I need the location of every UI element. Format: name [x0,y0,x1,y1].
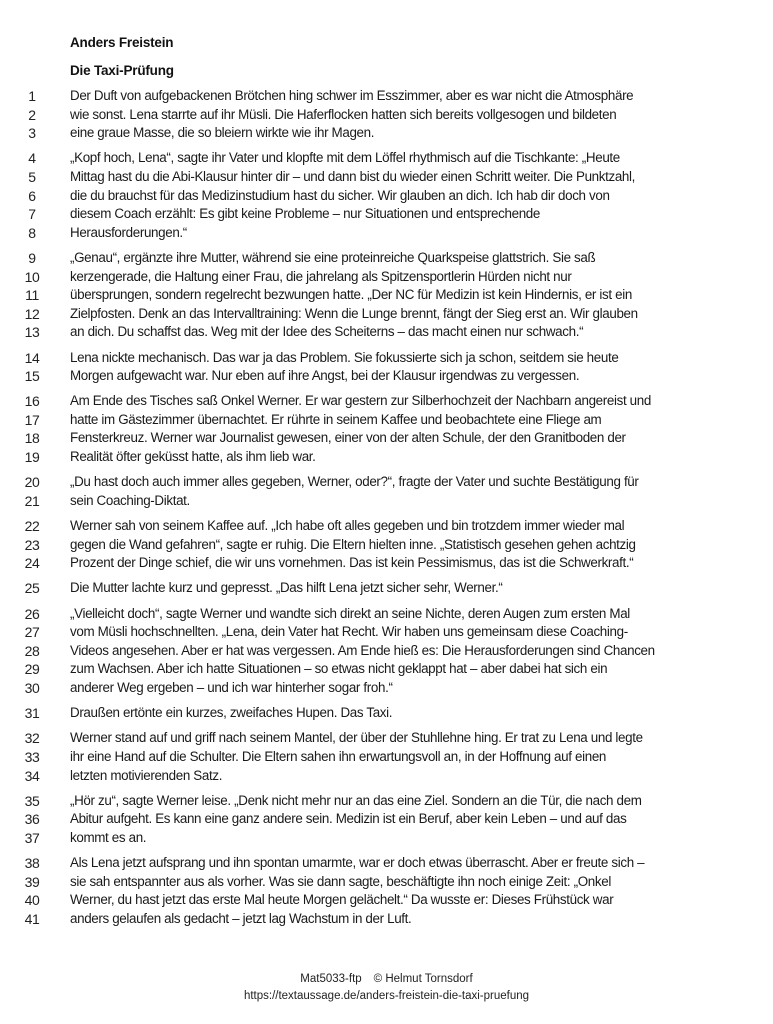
line-text: diesem Coach erzählt: Es gibt keine Probleme – nur Situationen und entsprechende [70,206,540,222]
line-text: „Kopf hoch, Lena“, sagte ihr Vater und klopfte mit dem Löffel rhythmisch auf die Tischkante: „Heute [70,150,620,166]
line-number: 27 [24,624,40,641]
text-line [0,448,773,467]
text-line [0,554,773,573]
story-title: Die Taxi-Prüfung [70,63,174,78]
paragraph [0,249,773,342]
line-text: Abitur aufgeht. Es kann eine ganz andere sein. Medizin ist ein Beruf, aber kein Leben – und auf das [70,811,627,827]
line-text: anderer Weg ergeben – und ich war hinterher sogar froh.“ [70,679,393,695]
text-line [0,829,773,848]
line-text: sein Coaching-Diktat. [70,492,190,508]
line-number: 29 [24,661,40,678]
line-number: 13 [24,324,40,341]
text-line [0,492,773,511]
line-text: „Genau“, ergänzte ihre Mutter, während sie eine proteinreiche Quarkspeise glattstrich. Sie saß [70,249,596,265]
line-number: 12 [24,305,40,322]
line-text: letzten motivierenden Satz. [70,767,223,783]
line-number: 41 [24,910,40,927]
material-code: Mat5033-ftp [300,973,362,985]
text-line [0,249,773,268]
text-line [0,679,773,698]
footer-url[interactable]: https://textaussage.de/anders-freistein-die-taxi-pruefung [243,990,530,1002]
line-number: 8 [28,224,36,241]
line-text: Fensterkreuz. Werner war Journalist gewesen, einer von der alten Schule, der den Granitboden der [70,430,626,446]
text-line [0,517,773,536]
text-line [0,729,773,748]
paragraph [0,729,773,785]
line-number: 5 [28,168,36,185]
paragraph [0,87,773,143]
line-number: 32 [24,730,40,747]
paragraph [0,349,773,386]
text-line [0,642,773,661]
line-text: ihr eine Hand auf die Schulter. Die Eltern sahen ihn erwartungsvoll an, in der Hoffnung auf einen [70,748,607,764]
line-text: Videos angesehen. Aber er hat was vergessen. Am Ende hieß es: Die Herausforderungen sind Chancen [70,642,655,658]
line-number: 3 [28,125,36,142]
line-text: Mittag hast du die Abi-Klausur hinter dir – und dann bist du wieder einen Schritt weiter. Die Punktzahl, [70,168,636,184]
text-line [0,268,773,287]
line-text: an dich. Du schaffst das. Weg mit der Idee des Scheiterns – das macht einen nur schwach.“ [70,324,584,340]
text-line [0,149,773,168]
line-number: 40 [24,892,40,909]
text-line [0,87,773,106]
line-text: Zielpfosten. Denk an das Intervalltraining: Wenn die Lunge brennt, fängt der Sieg erst an. Wir glauben [70,305,638,321]
line-number: 36 [24,811,40,828]
line-text: Werner, du hast jetzt das erste Mal heute Morgen gelächelt.“ Da wusste er: Dieses Frühstück war [70,892,614,908]
line-number: 21 [24,492,40,509]
line-number: 24 [24,555,40,572]
footer-credit [0,973,773,985]
paragraph [0,579,773,598]
line-text: die du brauchst für das Medizinstudium hast du sicher. Wir glauben an dich. Ich hab dir doch von [70,187,610,203]
text-line [0,536,773,555]
line-text: Morgen aufgewacht war. Nur eben auf ihre Angst, bei der Klausur irgendwas zu vergessen. [70,368,580,384]
line-number: 1 [28,88,36,104]
text-line [0,792,773,811]
text-line [0,429,773,448]
text-line [0,810,773,829]
text-line [0,748,773,767]
line-text: „Hör zu“, sagte Werner leise. „Denk nicht mehr nur an das eine Ziel. Sondern an die Tür, die nach dem [70,792,642,808]
line-number: 38 [24,855,40,872]
line-number: 9 [28,249,36,266]
line-number: 19 [24,449,40,466]
text-line [0,187,773,206]
line-text: Am Ende des Tisches saß Onkel Werner. Er war gestern zur Silberhochzeit der Nachbarn angereist und [70,393,651,409]
text-line [0,873,773,892]
paragraph [0,149,773,242]
line-number: 18 [24,430,40,447]
line-text: Lena nickte mechanisch. Das war ja das Problem. Sie fokussierte sich ja schon, seitdem sie heute [70,349,619,365]
paragraph [0,473,773,510]
text-line [0,854,773,873]
text-line [0,224,773,243]
line-text: Als Lena jetzt aufsprang und ihn spontan umarmte, war er doch etwas überrascht. Aber er freute sich – [70,855,645,871]
copyright-notice: © Helmut Tornsdorf [373,973,473,985]
text-line [0,124,773,143]
line-number: 30 [24,679,40,696]
author-name: Anders Freistein [70,35,174,50]
line-number: 31 [24,705,40,722]
line-number: 11 [25,287,39,304]
text-line [0,605,773,624]
paragraph [0,792,773,848]
text-line [0,305,773,324]
line-number: 34 [24,767,40,784]
line-number: 17 [24,411,40,428]
line-text: Realität öfter geküsst hatte, als ihm lieb war. [70,449,316,465]
paragraph [0,704,773,723]
line-text: gegen die Wand gefahren“, sagte er ruhig. Die Eltern hielten inne. „Statistisch gesehen gehen achtzig [70,536,636,552]
line-number: 26 [24,605,40,622]
text-line [0,205,773,224]
paragraph [0,517,773,573]
text-line [0,286,773,305]
line-text: eine graue Masse, die so bleiern wirkte wie ihr Magen. [70,125,375,141]
line-number: 6 [28,187,36,204]
paragraph [0,392,773,466]
text-line [0,323,773,342]
line-text: wie sonst. Lena starrte auf ihr Müsli. Die Haferflocken hatten sich bereits vollgesogen und bildeten [70,106,617,122]
line-text: Herausforderungen.“ [70,224,187,240]
text-line [0,411,773,430]
text-line [0,168,773,187]
line-text: Der Duft von aufgebackenen Brötchen hing schwer im Esszimmer, aber es war nicht die Atmosphäre [70,88,634,103]
line-number: 16 [24,393,40,410]
line-number: 22 [24,518,40,535]
line-text: Prozent der Dinge schief, die wir uns vornehmen. Das ist kein Pessimismus, das ist die Schwerkraft.“ [70,555,634,571]
line-number: 4 [28,150,36,167]
text-line [0,579,773,598]
line-text: Draußen ertönte ein kurzes, zweifaches Hupen. Das Taxi. [70,705,393,721]
story-body [0,87,773,935]
line-text: zum Wachsen. Aber ich hatte Situationen – so etwas nicht geklappt hat – aber dabei hat sich ein [70,661,608,677]
line-text: anders gelaufen als gedacht – jetzt lag Wachstum in der Luft. [70,910,412,926]
line-text: Die Mutter lachte kurz und gepresst. „Das hilft Lena jetzt sicher sehr, Werner.“ [70,580,503,596]
line-text: vom Müsli hochschnellten. „Lena, dein Vater hat Recht. Wir haben uns gemeinsam diese Coaching- [70,624,628,640]
line-number: 15 [24,368,40,385]
line-number: 2 [28,106,36,123]
line-number: 35 [24,792,40,809]
text-line [0,473,773,492]
line-text: übersprungen, sondern regelrecht bezwungen hatte. „Der NC für Medizin ist kein Hindernis, er ist ein [70,287,632,303]
text-line [0,910,773,929]
text-line [0,623,773,642]
line-number: 23 [24,536,40,553]
line-text: „Vielleicht doch“, sagte Werner und wandte sich direkt an seine Nichte, deren Augen zum ersten Mal [70,605,630,621]
line-text: Werner sah von seinem Kaffee auf. „Ich habe oft alles gegeben und bin trotzdem immer wieder mal [70,518,625,534]
line-number: 39 [24,873,40,890]
line-number: 10 [24,268,40,285]
text-line [0,367,773,386]
line-number: 37 [24,829,40,846]
line-number: 7 [28,206,36,223]
text-line [0,660,773,679]
line-number: 33 [24,748,40,765]
line-text: kerzengerade, die Haltung einer Frau, die jahrelang als Spitzensportlerin Hürden nicht nur [70,268,572,284]
line-number: 14 [24,349,40,366]
line-text: sie sah entspannter aus als vorher. Was sie dann sagte, beschäftigte ihn noch einige Zeit: „Onkel [70,873,611,889]
line-number: 25 [24,580,40,597]
line-text: hatte im Gästezimmer übernachtet. Er rührte in seinem Kaffee und beobachtete eine Fliege am [70,411,602,427]
text-line [0,106,773,125]
text-line [0,392,773,411]
line-text: Werner stand auf und griff nach seinem Mantel, der über der Stuhllehne hing. Er trat zu Lena und legte [70,730,643,746]
line-text: kommt es an. [70,829,147,845]
text-line [0,349,773,368]
line-number: 20 [24,474,40,491]
text-line [0,767,773,786]
line-number: 28 [24,642,40,659]
line-text: „Du hast doch auch immer alles gegeben, Werner, oder?“, fragte der Vater und suchte Bestätigung für [70,474,639,490]
paragraph [0,605,773,698]
text-line [0,704,773,723]
text-line [0,891,773,910]
paragraph [0,854,773,928]
